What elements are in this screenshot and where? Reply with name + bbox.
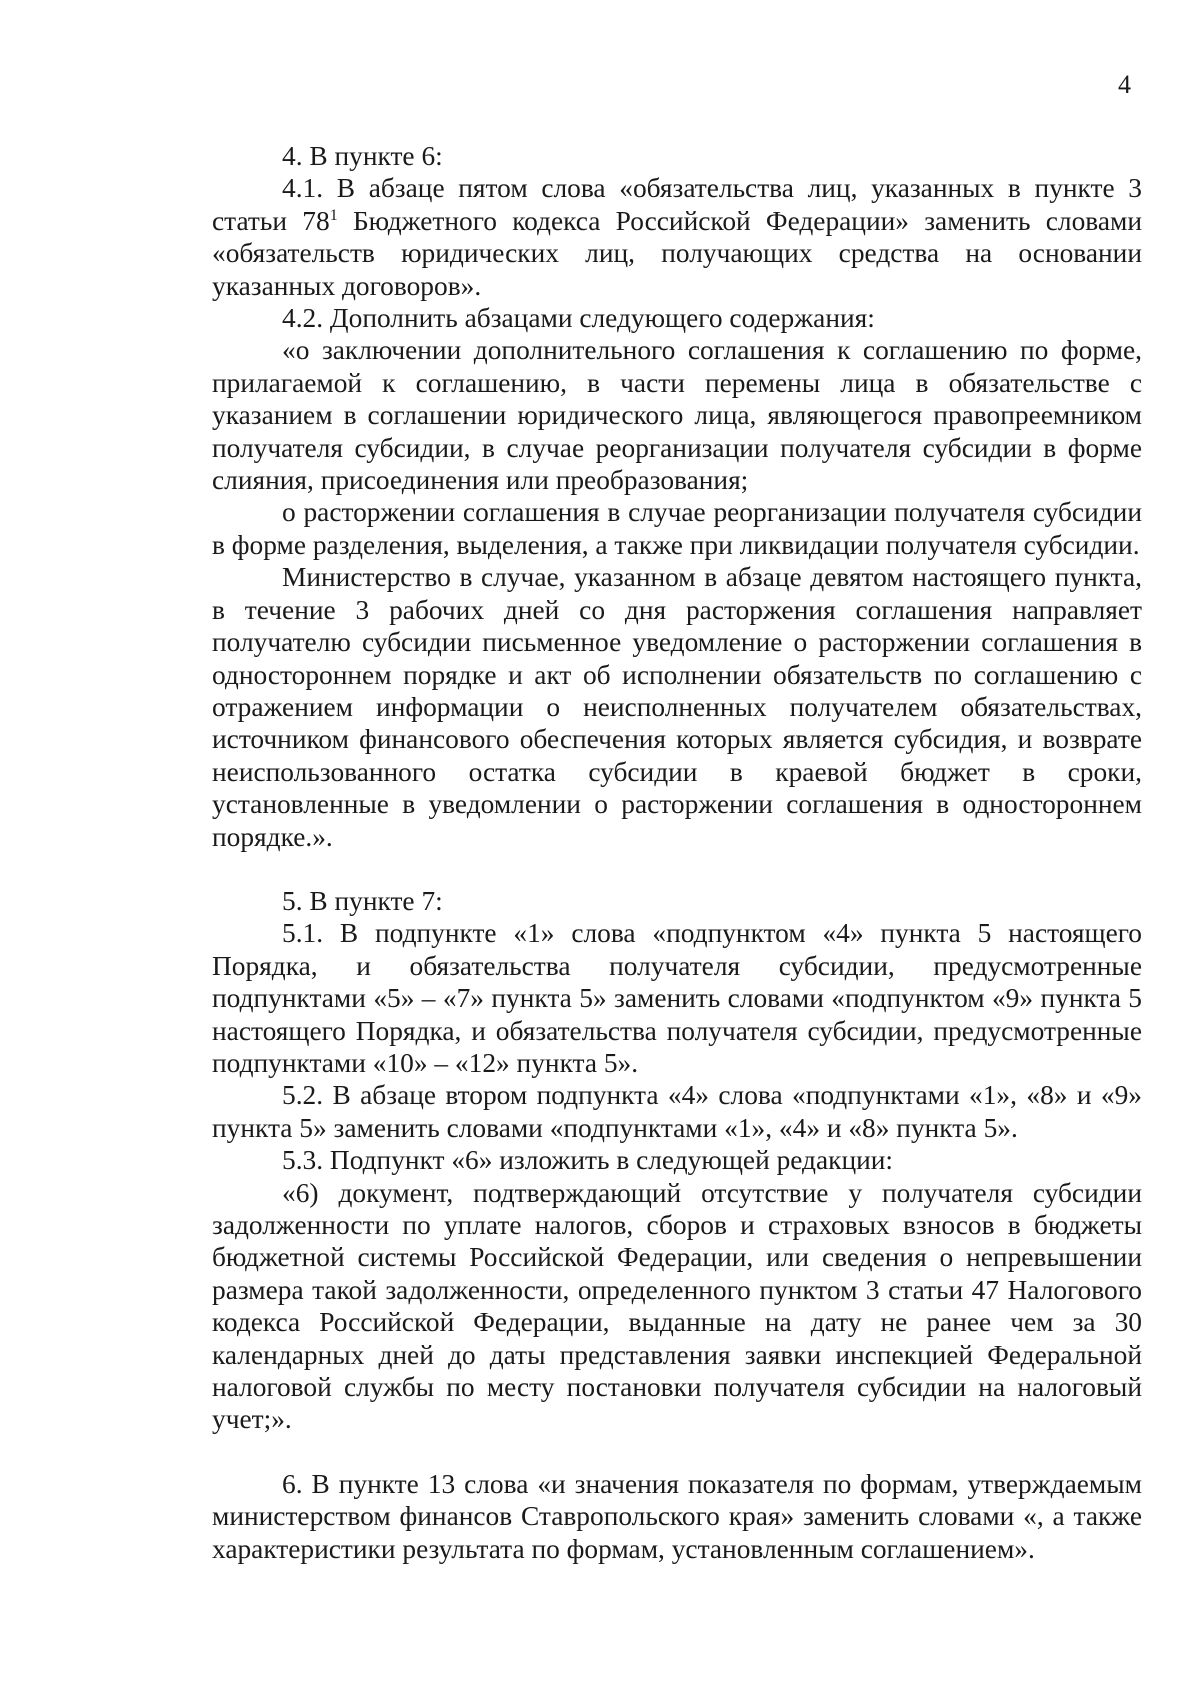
section-4-1-text-a: 4.1. В абзаце пятом слова «обязательства лиц, указанных в пункте 3 статьи 78 (212, 173, 1142, 236)
section-4-heading: 4. В пункте 6: (282, 141, 443, 171)
section-5-2-paragraph: 5.2. В абзаце втором подпункта «4» слова «подпунктами «1», «8» и «9» пункта 5» заменить словами «подпунктами «1», «4» и «8» пункта 5». (212, 1080, 1142, 1143)
section-5-heading: 5. В пункте 7: (282, 885, 443, 916)
document-body (212, 140, 1142, 1565)
section-4-2-quote-2: о расторжении соглашения в случае реорганизации получателя субсидии в форме разделения, выделения, а также при ликвидации получателя субсидии. (212, 497, 1142, 560)
spacer (212, 1436, 1142, 1468)
section-4-2-paragraph: 4.2. Дополнить абзацами следующего содержания: (282, 303, 875, 334)
section-5-3-quote: «6) документ, подтверждающий отсутствие у получателя субсидии задолженности по уплате налогов, сборов и страховых взносов в бюджеты бюджетной системы Российской Федерации, или сведения о непревышении размера такой задолженности, определенного пунктом 3 статьи 47 Налогового кодекса Российской Федерации, выданные на дату не ранее чем за 30 календарных дней до даты представления заявки инспекцией Федеральной налоговой службы по месту постановки получателя субсидии на налоговый учет;». (212, 1177, 1142, 1435)
section-4-1-superscript: 1 (329, 206, 338, 224)
section-4-2-quote-3: Министерство в случае, указанном в абзаце девятом настоящего пункта, в течение 3 рабочих дней со дня расторжения соглашения направляет получателю субсидии письменное уведомление о расторжении соглашения в одностороннем порядке и акт об исполнении обязательств по соглашению с отражением информации о неисполненных получателем обязательствах, источником финансового обеспечения которых является субсидия, и возврате неиспользованного остатка субсидии в краевой бюджет в сроки, установленные в уведомлении о расторжении соглашения в одностороннем порядке.». (212, 562, 1142, 852)
section-6-paragraph: 6. В пункте 13 слова «и значения показателя по формам, утверждаемым министерством финансов Ставропольского края» заменить словами «, а также характеристики результата по формам, установленным соглашением». (212, 1468, 1142, 1564)
spacer (212, 853, 1142, 885)
section-5-1-paragraph: 5.1. В подпункте «1» слова «подпунктом «4» пункта 5 настоящего Порядка, и обязательства получателя субсидии, предусмотренные подпунктами «5» – «7» пункта 5» заменить словами «подпунктом «9» пункта 5 настоящего Порядка, и обязательства получателя субсидии, предусмотренные подпунктами «10» – «12» пункта 5». (212, 918, 1142, 1078)
section-5-3-paragraph: 5.3. Подпункт «6» изложить в следующей редакции: (282, 1145, 894, 1176)
section-4-1-paragraph (212, 172, 1142, 302)
page-number: 4 (1118, 70, 1131, 99)
section-4-2-quote-1: «о заключении дополнительного соглашения к соглашению по форме, прилагаемой к соглашению, в части перемены лица в обязательстве с указанием в соглашении юридического лица, являющегося правопреемником получателя субсидии, в случае реорганизации получателя субсидии в форме слияния, присоединения или преобразования; (212, 335, 1142, 496)
section-4-1-text-b: Бюджетного кодекса Российской Федерации» заменить словами «обязательств юридических лиц, получающих средства на основании указанных договоров». (212, 205, 1142, 301)
